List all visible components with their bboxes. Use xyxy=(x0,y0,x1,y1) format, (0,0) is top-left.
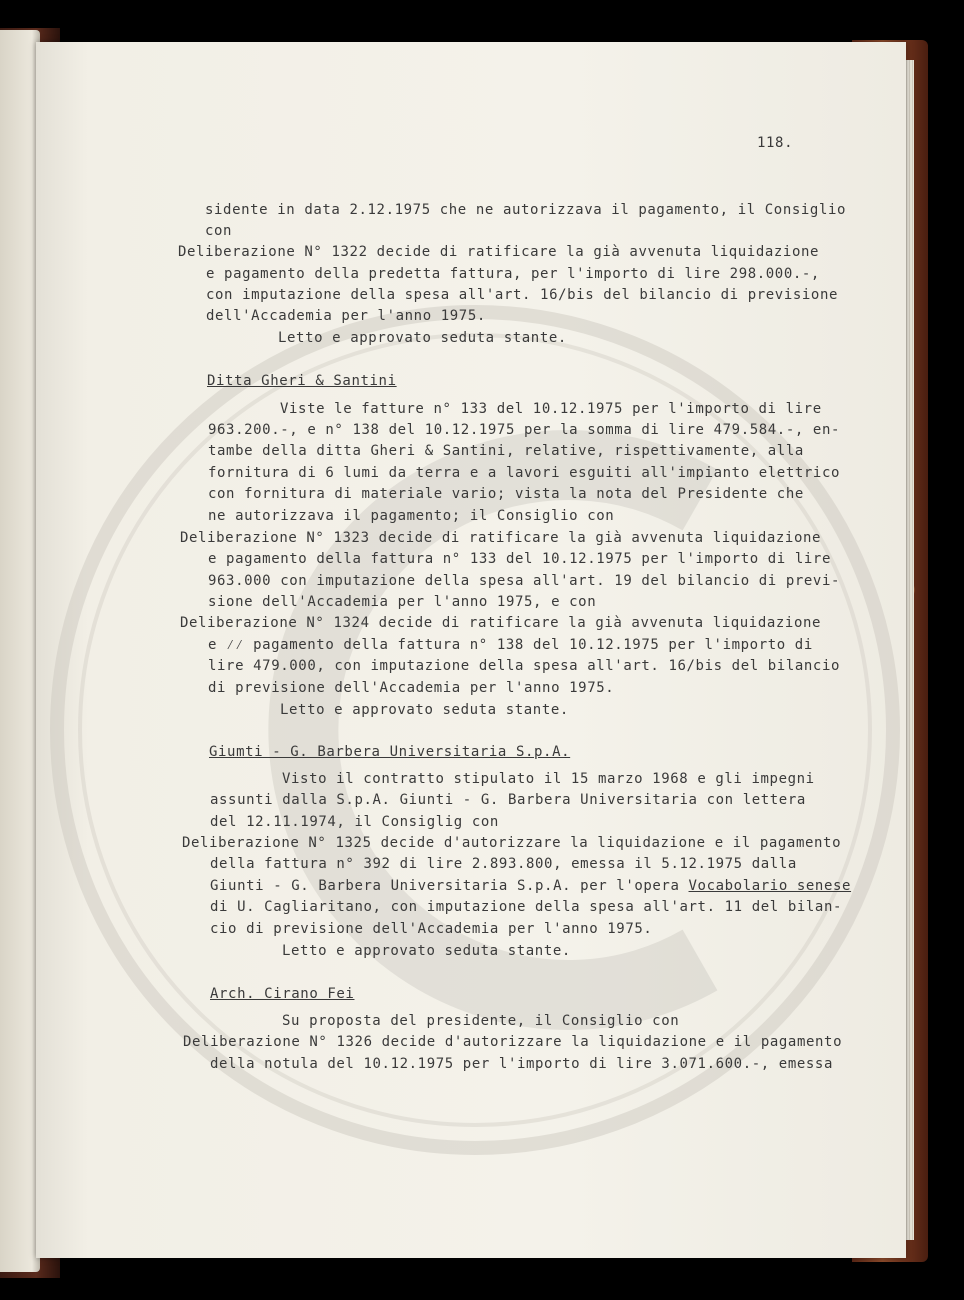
section-heading: Arch. Cirano Fei xyxy=(210,986,355,1002)
text-line: tambe della ditta Gheri & Santini, relative, rispettivamente, alla xyxy=(208,443,804,459)
text-line: sidente in data 2.12.1975 che ne autorizzava il pagamento, il Consiglio xyxy=(205,202,847,218)
text-line: Visto il contratto stipulato il 15 marzo 1968 e gli impegni xyxy=(282,771,815,787)
text-line: 963.000 con imputazione della spesa all'art. 19 del bilancio di previ- xyxy=(208,573,841,589)
text-line: Su proposta del presidente, il Consiglio con xyxy=(282,1013,680,1029)
text-line: della fattura n° 392 di lire 2.893.800, emessa il 5.12.1975 dalla xyxy=(210,856,797,872)
text-line: e ⁄⁄ pagamento della fattura n° 138 del 10.12.1975 per l'importo di xyxy=(208,637,813,653)
text-line: dell'Accademia per l'anno 1975. xyxy=(206,308,486,324)
text-line: di U. Cagliaritano, con imputazione della spesa all'art. 11 del bilan- xyxy=(210,899,843,915)
text-line: Deliberazione N° 1324 decide di ratificare la già avvenuta liquidazione xyxy=(180,615,822,631)
text-line: e pagamento della predetta fattura, per l'importo di lire 298.000.-, xyxy=(206,266,820,282)
text-line: Deliberazione N° 1323 decide di ratificare la già avvenuta liquidazione xyxy=(180,530,822,546)
text-line: di previsione dell'Accademia per l'anno 1975. xyxy=(208,680,615,696)
section-heading: Giumti - G. Barbera Universitaria S.p.A. xyxy=(209,744,571,760)
text-segment: Giunti - G. Barbera Universitaria S.p.A. per l'opera xyxy=(210,878,680,894)
text-line: con xyxy=(205,223,233,239)
text-line: Letto e approvato seduta stante. xyxy=(280,702,569,718)
section-heading: Ditta Gheri & Santini xyxy=(207,373,397,389)
text-line: Deliberazione N° 1325 decide d'autorizzare la liquidazione e il pagamento xyxy=(182,835,842,851)
text-line: della notula del 10.12.1975 per l'importo di lire 3.071.600.-, emessa xyxy=(210,1056,833,1072)
text-line: Letto e approvato seduta stante. xyxy=(282,943,571,959)
text-line: Letto e approvato seduta stante. xyxy=(278,330,567,346)
text-line: e pagamento della fattura n° 133 del 10.12.1975 per l'importo di lire xyxy=(208,551,831,567)
text-line: fornitura di 6 lumi da terra e a lavori esguiti all'impianto elettrico xyxy=(208,465,841,481)
work-title: Vocabolario senese xyxy=(688,878,852,894)
text-line: Deliberazione N° 1326 decide d'autorizzare la liquidazione e il pagamento xyxy=(183,1034,843,1050)
text-line: con imputazione della spesa all'art. 16/bis del bilancio di previsione xyxy=(206,287,839,303)
text-line: Viste le fatture n° 133 del 10.12.1975 per l'importo di lire xyxy=(280,401,822,417)
text-line: del 12.11.1974, il Consiglig con xyxy=(210,814,499,830)
text-line: 963.200.-, e n° 138 del 10.12.1975 per la somma di lire 479.584.-, en- xyxy=(208,422,841,438)
text-line: sione dell'Accademia per l'anno 1975, e con xyxy=(208,594,597,610)
text-line: Deliberazione N° 1322 decide di ratificare la già avvenuta liquidazione xyxy=(178,244,820,260)
text-line xyxy=(210,877,851,895)
text-line: ne autorizzava il pagamento; il Consiglio con xyxy=(208,508,615,524)
text-line: lire 479.000, con imputazione della spesa all'art. 16/bis del bilancio xyxy=(208,658,841,674)
text-line: con fornitura di materiale vario; vista la nota del Presidente che xyxy=(208,486,804,502)
page-number: 118. xyxy=(757,135,794,151)
text-line: cio di previsione dell'Accademia per l'anno 1975. xyxy=(210,921,653,937)
text-line: assunti dalla S.p.A. Giunti - G. Barbera Universitaria con lettera xyxy=(210,792,806,808)
